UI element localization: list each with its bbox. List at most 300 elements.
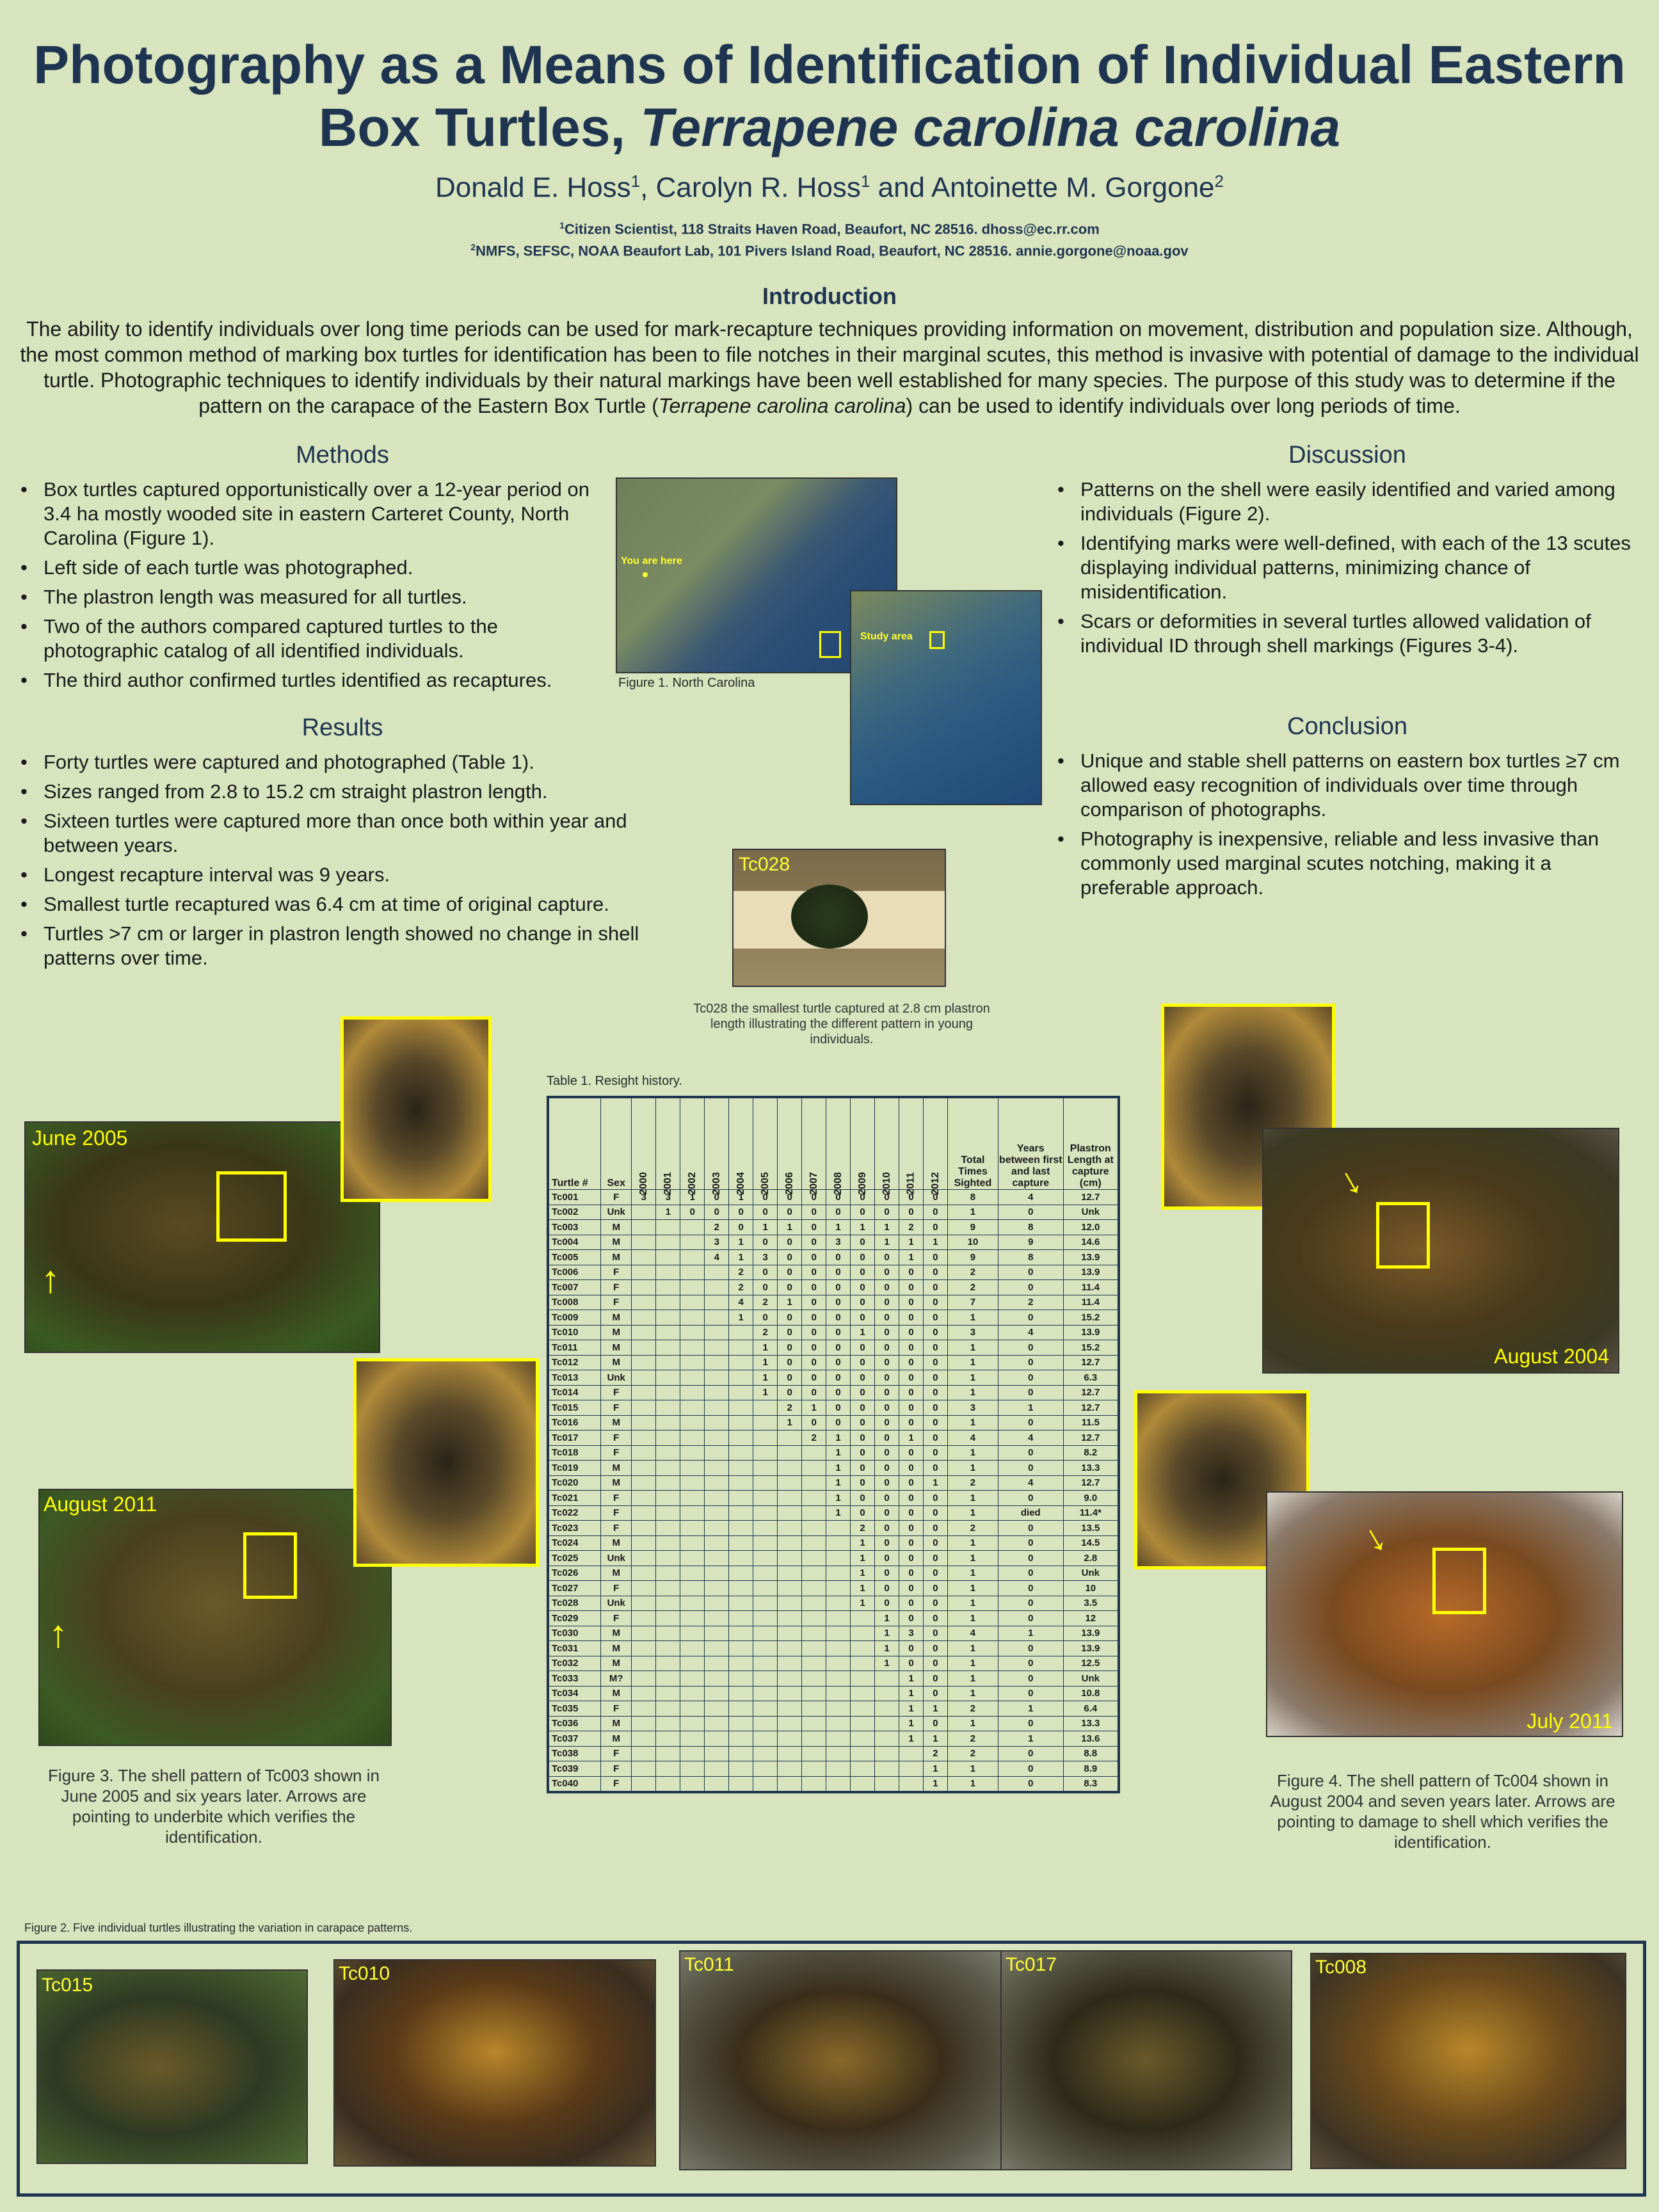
table-cell: 0 (826, 1280, 851, 1295)
table-cell: 0 (923, 1205, 947, 1220)
table-cell: 0 (923, 1491, 947, 1506)
table-cell (802, 1521, 826, 1536)
table-cell: 0 (923, 1310, 947, 1326)
sex-cell: M (601, 1535, 632, 1551)
table-cell: 1 (947, 1551, 998, 1566)
table-cell: 0 (899, 1596, 924, 1611)
table-cell: 2 (947, 1701, 998, 1717)
table-cell: 0 (826, 1325, 851, 1340)
table-cell: 2 (899, 1220, 924, 1235)
turtle-id-cell: Tc035 (548, 1701, 601, 1717)
table-cell: 8.9 (1063, 1761, 1119, 1777)
figure-1-caption: Figure 1. North Carolina (618, 676, 755, 690)
table-cell: 0 (851, 1370, 875, 1386)
table-cell (778, 1776, 802, 1792)
table-cell (656, 1415, 680, 1431)
table-cell (680, 1295, 705, 1310)
table-cell (729, 1325, 753, 1340)
table-cell (729, 1566, 753, 1581)
table-cell: 1 (923, 1475, 947, 1491)
sex-cell: M (601, 1235, 632, 1250)
table-cell (826, 1551, 851, 1566)
table-cell (705, 1716, 729, 1731)
sex-cell: F (601, 1701, 632, 1717)
table-cell: 3 (947, 1400, 998, 1416)
table-cell (851, 1731, 875, 1747)
table-cell (680, 1325, 705, 1340)
table-cell (656, 1656, 680, 1671)
arrow-down-icon: ↓ (1355, 1514, 1393, 1562)
table-cell (680, 1400, 705, 1416)
study-area-box (929, 631, 945, 649)
table-cell (875, 1716, 899, 1731)
table-cell: 1 (875, 1626, 899, 1641)
table-cell: 0 (923, 1686, 947, 1701)
table-cell (632, 1250, 656, 1265)
table-cell (826, 1656, 851, 1671)
table-cell: 0 (851, 1280, 875, 1295)
table-cell: 0 (998, 1746, 1063, 1761)
table-cell: 11.5 (1063, 1415, 1119, 1431)
table-cell: 1 (826, 1220, 851, 1235)
header-year-label: 2006 (783, 1172, 795, 1195)
table-cell: 0 (851, 1385, 875, 1400)
sex-cell: M (601, 1415, 632, 1431)
small-turtle (791, 885, 868, 949)
table-cell: 0 (680, 1205, 705, 1220)
table-cell (778, 1611, 802, 1626)
affiliation-1-sup: 1 (559, 220, 565, 230)
table-cell (680, 1385, 705, 1400)
table-cell: 0 (875, 1355, 899, 1370)
you-are-here-label: You are here (621, 556, 682, 566)
table-cell (705, 1400, 729, 1416)
table-cell: 2 (753, 1295, 778, 1310)
turtle-id-cell: Tc037 (548, 1731, 601, 1747)
table-cell (705, 1265, 729, 1280)
table-cell: 0 (875, 1190, 899, 1205)
turtle-id-cell: Tc006 (548, 1265, 601, 1280)
discussion-heading: Discussion (1288, 442, 1406, 469)
table-cell: 0 (753, 1235, 778, 1250)
table-cell (632, 1475, 656, 1491)
header-year (923, 1097, 947, 1195)
table-cell: 0 (998, 1656, 1063, 1671)
table-cell (705, 1385, 729, 1400)
table-cell (632, 1566, 656, 1581)
results-item: • Forty turtles were captured and photographed (Table 1). (19, 750, 678, 774)
table-cell: 0 (998, 1596, 1063, 1611)
turtle-id-cell: Tc036 (548, 1716, 601, 1731)
sex-cell: F (601, 1400, 632, 1416)
table-cell (680, 1701, 705, 1717)
table-cell: 0 (851, 1491, 875, 1506)
table-cell (729, 1505, 753, 1521)
table-cell (705, 1686, 729, 1701)
turtle-photo-tc010 (333, 1959, 656, 2167)
table-cell: 0 (802, 1385, 826, 1400)
turtle-id-cell: Tc027 (548, 1581, 601, 1596)
table-cell: 1 (947, 1415, 998, 1431)
table-cell: 0 (851, 1415, 875, 1431)
table-cell: 2 (947, 1731, 998, 1747)
figure-4-caption: Figure 4. The shell pattern of Tc004 shown in August 2004 and seven years later. Arrows are pointing to damage to shell which verifies the identification. (1270, 1771, 1615, 1852)
table-cell: 0 (998, 1716, 1063, 1731)
table-cell (778, 1461, 802, 1476)
table-cell (705, 1581, 729, 1596)
table-cell (680, 1235, 705, 1250)
table-cell (656, 1641, 680, 1656)
table-cell: 0 (998, 1551, 1063, 1566)
arrow-up-icon: ↑ (41, 1258, 60, 1301)
table-cell: 12.7 (1063, 1475, 1119, 1491)
table-row (548, 1205, 1119, 1220)
turtle-id-cell: Tc033 (548, 1671, 601, 1687)
author-3-sup: 2 (1214, 172, 1224, 191)
conclusion-item: • Photography is inexpensive, reliable and less invasive than commonly used marginal scutes notching, making it a preferable approach. (1056, 827, 1645, 900)
table-cell (729, 1611, 753, 1626)
table-cell (705, 1611, 729, 1626)
header-year-label: 2011 (905, 1172, 917, 1195)
table-cell (656, 1325, 680, 1340)
table-cell (753, 1415, 778, 1431)
table-cell (705, 1761, 729, 1777)
table-row (548, 1325, 1119, 1340)
header-length: Plastron Length at capture (cm) (1063, 1097, 1119, 1190)
header-year (802, 1097, 826, 1195)
table-cell (680, 1220, 705, 1235)
table-cell (656, 1235, 680, 1250)
table-cell (802, 1656, 826, 1671)
table-cell (656, 1581, 680, 1596)
table-cell: 1 (680, 1190, 705, 1205)
turtle-photo-tc015 (36, 1969, 308, 2164)
table-cell: 1 (947, 1686, 998, 1701)
table-cell (680, 1535, 705, 1551)
table-cell (656, 1475, 680, 1491)
table-cell: 1 (851, 1325, 875, 1340)
table-cell (899, 1776, 924, 1792)
table-cell (851, 1776, 875, 1792)
table-cell: 13.6 (1063, 1731, 1119, 1747)
table-cell: 0 (899, 1400, 924, 1416)
table-cell (632, 1265, 656, 1280)
table-cell: 1 (947, 1445, 998, 1461)
table-cell: 0 (875, 1551, 899, 1566)
table-cell (705, 1521, 729, 1536)
table-row (548, 1415, 1119, 1431)
affiliation-2 (0, 242, 1659, 259)
turtle-id-cell: Tc020 (548, 1475, 601, 1491)
table-cell: 2.8 (1063, 1551, 1119, 1566)
sex-cell: F (601, 1505, 632, 1521)
author-1-sup: 1 (630, 172, 641, 191)
table-cell (680, 1431, 705, 1446)
table-cell: 0 (998, 1310, 1063, 1326)
title-species: Terrapene carolina carolina (640, 97, 1341, 157)
header-year-label: 2001 (662, 1172, 673, 1195)
table-cell (656, 1596, 680, 1611)
table-cell: 1 (947, 1776, 998, 1792)
table-cell: 0 (851, 1310, 875, 1326)
table-cell (632, 1431, 656, 1446)
study-area-label: Study area (860, 631, 913, 642)
turtle-id-cell: Tc023 (548, 1521, 601, 1536)
affiliation-1-text: Citizen Scientist, 118 Straits Haven Road, Beaufort, NC 28516. dhoss@ec.rr.com (565, 221, 1100, 237)
table-cell (778, 1505, 802, 1521)
header-year-label: 2008 (832, 1172, 844, 1195)
table-cell (826, 1521, 851, 1536)
table-cell: 0 (778, 1280, 802, 1295)
table-cell: 2 (729, 1280, 753, 1295)
table-cell: 0 (998, 1445, 1063, 1461)
table-cell (632, 1656, 656, 1671)
sex-cell: M (601, 1325, 632, 1340)
turtle-photo-tc011 (679, 1950, 1002, 2170)
methods-item: • The third author confirmed turtles identified as recaptures. (19, 668, 614, 693)
table-cell: 0 (998, 1761, 1063, 1777)
table-cell (802, 1535, 826, 1551)
table-cell: 0 (851, 1205, 875, 1220)
table-cell: 7 (947, 1295, 998, 1310)
table-cell (680, 1310, 705, 1326)
table-cell: 1 (947, 1535, 998, 1551)
table-cell: 0 (923, 1220, 947, 1235)
table-cell (778, 1761, 802, 1777)
table-cell: 1 (851, 1551, 875, 1566)
table-cell: 0 (923, 1340, 947, 1356)
methods-item: • Two of the authors compared captured turtles to the photographic catalog of all identified individuals. (19, 614, 614, 663)
table-cell: 0 (826, 1370, 851, 1386)
table-cell (826, 1611, 851, 1626)
table-cell (729, 1626, 753, 1641)
table-cell: 0 (802, 1355, 826, 1370)
table-row (548, 1250, 1119, 1265)
table-cell: 1 (947, 1581, 998, 1596)
methods-item: • The plastron length was measured for all turtles. (19, 585, 614, 609)
table-cell: 1 (729, 1190, 753, 1205)
sex-cell: F (601, 1445, 632, 1461)
table-row (548, 1566, 1119, 1581)
table-row (548, 1626, 1119, 1641)
author-2-sup: 1 (860, 172, 870, 191)
table-cell: 1 (875, 1220, 899, 1235)
table-cell: 0 (705, 1190, 729, 1205)
header-year (851, 1097, 875, 1195)
turtle-photo-tc017 (1000, 1950, 1292, 2170)
turtle-id-cell: Tc013 (548, 1370, 601, 1386)
table-cell (680, 1641, 705, 1656)
table-cell (753, 1431, 778, 1446)
table-cell (656, 1671, 680, 1687)
fig3-label-bottom: August 2011 (44, 1493, 157, 1516)
table-cell: 0 (899, 1581, 924, 1596)
table-cell (826, 1566, 851, 1581)
header-year (656, 1097, 680, 1195)
table-cell (802, 1776, 826, 1792)
table-cell: 13.9 (1063, 1250, 1119, 1265)
table-cell: 12.7 (1063, 1385, 1119, 1400)
table-cell (802, 1671, 826, 1687)
turtle-id-cell: Tc012 (548, 1355, 601, 1370)
table-row (548, 1776, 1119, 1792)
results-item: • Sixteen turtles were captured more than once both within year and between years. (19, 809, 678, 858)
table-cell (802, 1701, 826, 1717)
header-year-label: 2005 (759, 1172, 771, 1195)
header-turtle: Turtle # (548, 1097, 601, 1190)
table-cell: 0 (998, 1370, 1063, 1386)
header-year-label: 2009 (856, 1172, 868, 1195)
table-cell: 6.3 (1063, 1370, 1119, 1386)
table-cell (680, 1265, 705, 1280)
header-year (753, 1097, 778, 1195)
table-cell (729, 1701, 753, 1717)
table-cell: 0 (875, 1400, 899, 1416)
table-cell (680, 1761, 705, 1777)
table-cell: 1 (851, 1581, 875, 1596)
table-cell: 0 (923, 1671, 947, 1687)
table-cell: 8.3 (1063, 1776, 1119, 1792)
table-cell (729, 1461, 753, 1476)
table-cell: 0 (753, 1205, 778, 1220)
table-cell (826, 1641, 851, 1656)
table-cell (705, 1475, 729, 1491)
table-cell (680, 1551, 705, 1566)
table-cell: 0 (875, 1340, 899, 1356)
affiliation-2-sup: 2 (470, 242, 476, 252)
table-cell (753, 1400, 778, 1416)
table-cell: 1 (729, 1250, 753, 1265)
table-cell: 3 (826, 1235, 851, 1250)
table-cell: 1 (899, 1235, 924, 1250)
table-cell: 0 (923, 1596, 947, 1611)
table-cell: 2 (729, 1265, 753, 1280)
sex-cell: M (601, 1340, 632, 1356)
sex-cell: M (601, 1461, 632, 1476)
table-cell: 0 (998, 1205, 1063, 1220)
table-cell: 0 (923, 1431, 947, 1446)
table-caption: Table 1. Resight history. (547, 1074, 682, 1088)
table-cell (851, 1761, 875, 1777)
table-cell: 0 (923, 1250, 947, 1265)
table-cell (705, 1505, 729, 1521)
sex-cell: M (601, 1686, 632, 1701)
figure-2-caption: Figure 2. Five individual turtles illustrating the variation in carapace patterns. (24, 1921, 413, 1934)
turtle-id-cell: Tc009 (548, 1310, 601, 1326)
table-cell: 1 (947, 1461, 998, 1476)
table-row (548, 1551, 1119, 1566)
turtle-label: Tc010 (339, 1963, 390, 1984)
header-year-label: 2002 (686, 1172, 698, 1195)
table-cell: 1 (778, 1220, 802, 1235)
table-cell (705, 1431, 729, 1446)
table-cell (729, 1671, 753, 1687)
table-cell (705, 1566, 729, 1581)
table-cell: 0 (802, 1190, 826, 1205)
turtle-id-cell: Tc026 (548, 1566, 601, 1581)
table-cell (632, 1581, 656, 1596)
turtle-id-cell: Tc011 (548, 1340, 601, 1356)
table-cell (778, 1641, 802, 1656)
turtle-label: Tc015 (42, 1975, 93, 1996)
table-cell: 0 (778, 1355, 802, 1370)
table-cell: 0 (802, 1235, 826, 1250)
table-cell (656, 1280, 680, 1295)
table-cell: 0 (826, 1415, 851, 1431)
table-cell (705, 1461, 729, 1476)
table-cell: 0 (729, 1205, 753, 1220)
turtle-id-cell: Tc030 (548, 1626, 601, 1641)
table-cell: 4 (729, 1295, 753, 1310)
table-cell: 0 (998, 1385, 1063, 1400)
table-cell: 13.3 (1063, 1716, 1119, 1731)
table-cell (778, 1445, 802, 1461)
table-cell (656, 1250, 680, 1265)
table-cell (826, 1731, 851, 1747)
table-cell: 0 (899, 1656, 924, 1671)
table-cell: 1 (851, 1220, 875, 1235)
table-cell (778, 1535, 802, 1551)
table-cell: 12.7 (1063, 1190, 1119, 1205)
sex-cell: F (601, 1581, 632, 1596)
table-cell (899, 1746, 924, 1761)
table-cell: 0 (899, 1265, 924, 1280)
table-cell (729, 1400, 753, 1416)
sex-cell: F (601, 1746, 632, 1761)
table-cell: 0 (923, 1415, 947, 1431)
table-cell (705, 1491, 729, 1506)
table-cell: 12.0 (1063, 1220, 1119, 1235)
table-cell (656, 1716, 680, 1731)
header-year-label: 2003 (710, 1172, 722, 1195)
table-row (548, 1235, 1119, 1250)
table-cell (753, 1581, 778, 1596)
table-cell (802, 1445, 826, 1461)
table-cell: 0 (875, 1431, 899, 1446)
table-cell: 6.4 (1063, 1701, 1119, 1717)
table-cell: 0 (826, 1190, 851, 1205)
table-cell: 0 (923, 1280, 947, 1295)
table-cell: 0 (899, 1385, 924, 1400)
table-cell (778, 1475, 802, 1491)
table-cell (632, 1325, 656, 1340)
table-cell: 4 (705, 1250, 729, 1265)
table-cell: 0 (826, 1205, 851, 1220)
table-cell: 0 (851, 1190, 875, 1205)
table-cell: 0 (826, 1385, 851, 1400)
table-cell (632, 1370, 656, 1386)
table-cell (705, 1445, 729, 1461)
table-cell: 3 (899, 1626, 924, 1641)
table-cell (632, 1340, 656, 1356)
fig3-label-top: June 2005 (32, 1126, 128, 1150)
table-cell: 2 (923, 1746, 947, 1761)
arrow-up-icon: ↑ (49, 1612, 68, 1655)
inset-box (819, 631, 841, 658)
fig4-photo-july-2011 (1266, 1491, 1623, 1737)
table-cell (656, 1521, 680, 1536)
table-row (548, 1731, 1119, 1747)
table-cell (632, 1521, 656, 1536)
table-cell: 0 (923, 1521, 947, 1536)
table-cell: 4 (947, 1626, 998, 1641)
sex-cell: M (601, 1310, 632, 1326)
table-cell: 2 (802, 1431, 826, 1446)
table-cell (753, 1776, 778, 1792)
map-study-area (850, 590, 1042, 805)
table-cell (851, 1641, 875, 1656)
table-cell: 0 (802, 1250, 826, 1265)
